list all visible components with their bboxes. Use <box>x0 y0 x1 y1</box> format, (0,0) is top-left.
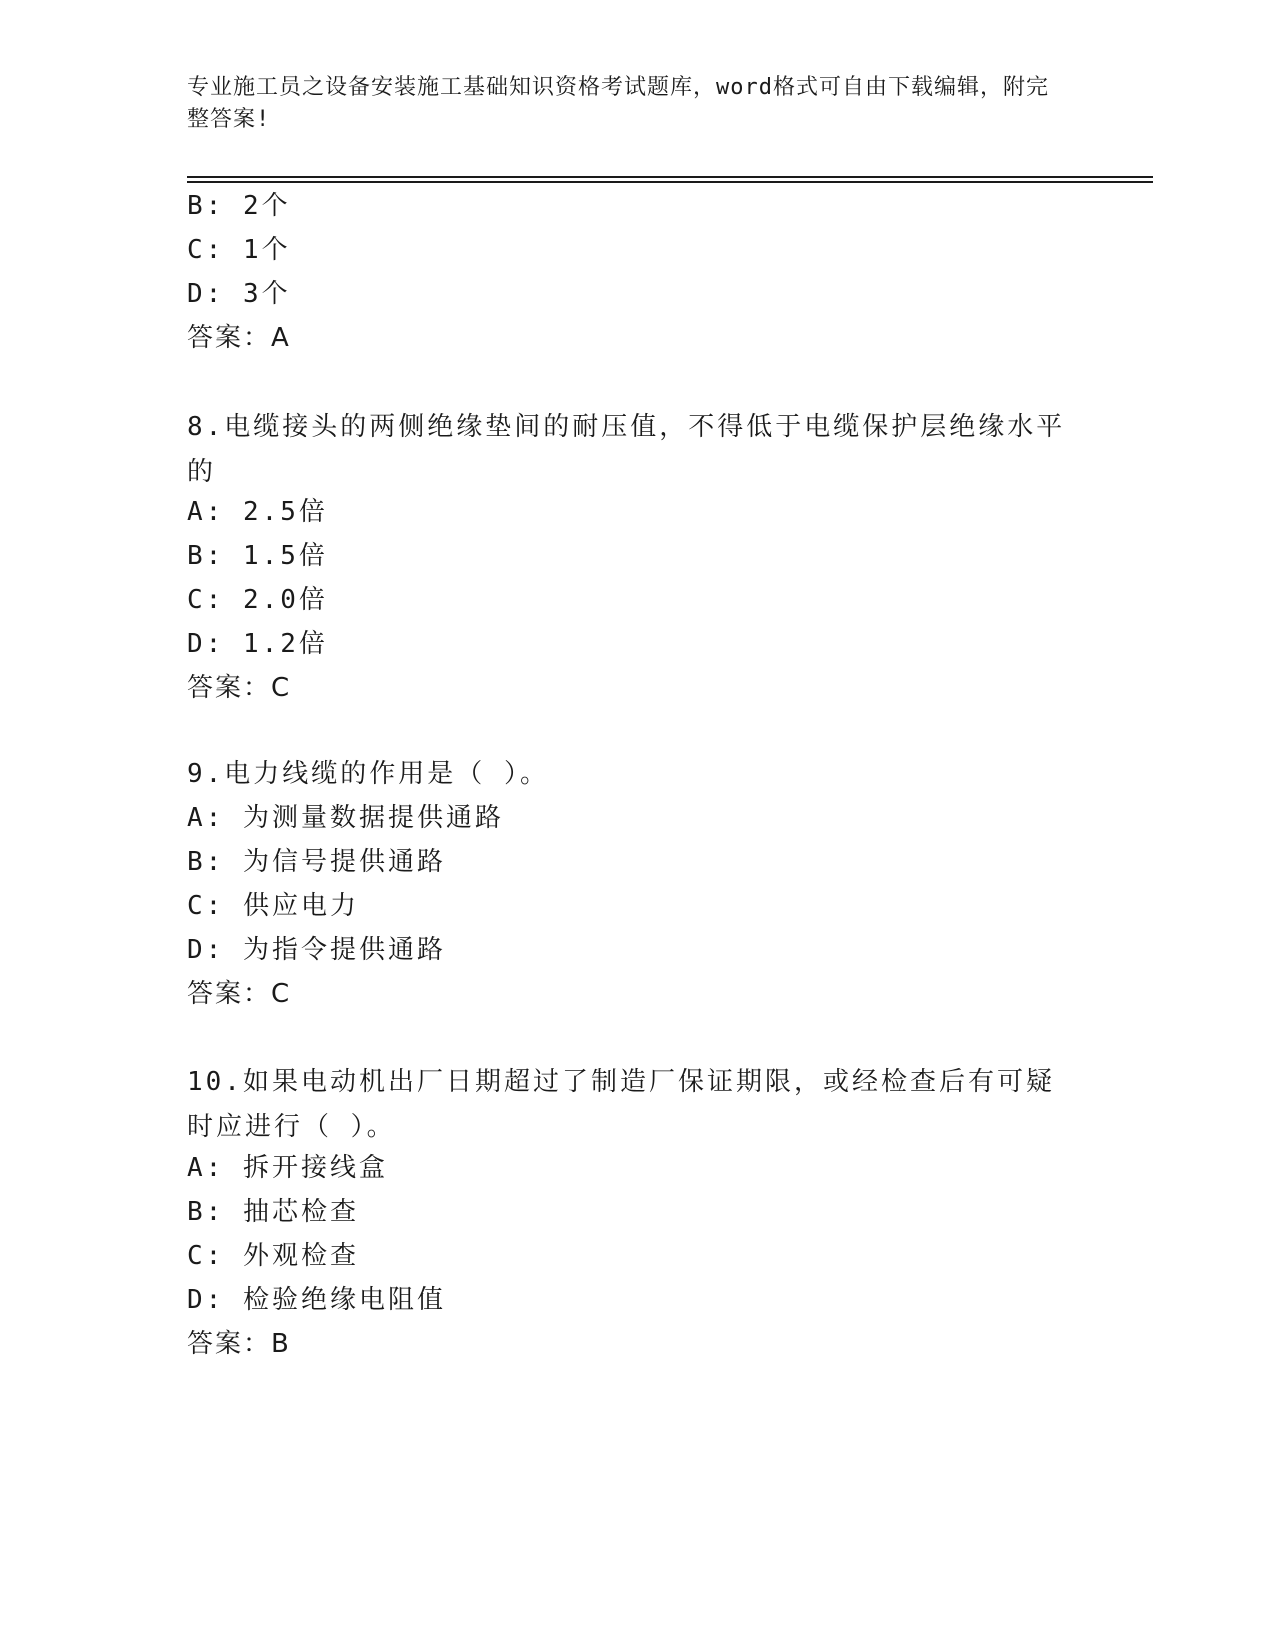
q8-option-d: D: 1.2倍 <box>187 629 328 659</box>
prev-answer: 答案：A <box>187 323 291 353</box>
prev-option-d: D: 3个 <box>187 279 291 309</box>
q8-answer: 答案：C <box>187 673 292 703</box>
q10-option-b: B: 抽芯检查 <box>187 1197 359 1227</box>
header-divider-bottom <box>187 181 1153 183</box>
q9-option-d: D: 为指令提供通路 <box>187 935 446 965</box>
q10-answer: 答案：B <box>187 1329 291 1359</box>
q9-question: 9.电力线缆的作用是（ ）。 <box>187 759 549 789</box>
q8-question: 8.电缆接头的两侧绝缘垫间的耐压值，不得低于电缆保护层绝缘水平的 <box>187 412 1066 487</box>
q8-option-b: B: 1.5倍 <box>187 541 328 571</box>
q9-option-c: C: 供应电力 <box>187 891 359 921</box>
prev-option-b: B: 2个 <box>187 191 291 221</box>
header-divider-top <box>187 176 1153 178</box>
document-header: 专业施工员之设备安装施工基础知识资格考试题库，word格式可自由下载编辑，附完整答案! <box>187 75 1049 132</box>
q10-option-a: A: 拆开接线盒 <box>187 1153 388 1183</box>
q8-option-c: C: 2.0倍 <box>187 585 328 615</box>
q10-option-d: D: 检验绝缘电阻值 <box>187 1285 446 1315</box>
q8-option-a: A: 2.5倍 <box>187 497 328 527</box>
prev-option-c: C: 1个 <box>187 235 291 265</box>
q9-option-b: B: 为信号提供通路 <box>187 847 446 877</box>
q10-question: 10.如果电动机出厂日期超过了制造厂保证期限，或经检查后有可疑时应进行（ ）。 <box>187 1067 1055 1142</box>
q10-option-c: C: 外观检查 <box>187 1241 359 1271</box>
q9-answer: 答案：C <box>187 979 292 1009</box>
q9-option-a: A: 为测量数据提供通路 <box>187 803 504 833</box>
